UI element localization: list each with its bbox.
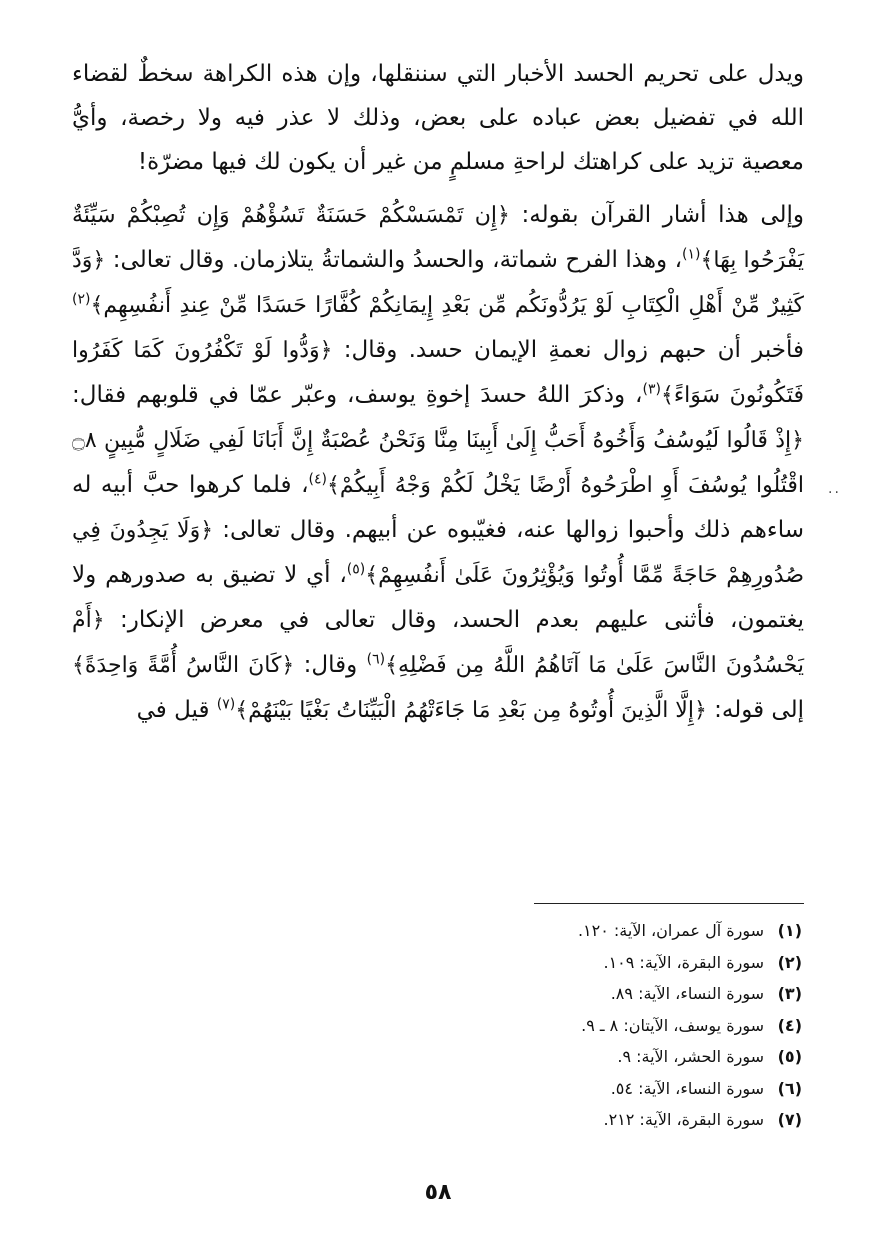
- footnote-ref[interactable]: (٢): [72, 291, 91, 308]
- text-run: قيل في: [136, 697, 217, 723]
- footnote-item: [382, 1041, 802, 1073]
- text-run: إلى قوله:: [706, 697, 804, 723]
- footnote-item: [382, 947, 802, 979]
- text-run: فأخبر أن حبهم زوال نعمةِ الإيمان حسد. وقال:: [332, 337, 804, 363]
- footnote-ref[interactable]: (٧): [216, 696, 236, 713]
- text-run: ، وهذا الفرح شماتة، والحسدُ والشماتةُ يتلازمان. وقال تعالى:: [105, 247, 683, 273]
- footnote-ref[interactable]: (٦): [366, 651, 386, 668]
- margin-mark: ..: [828, 481, 841, 497]
- footnote-item: [382, 1073, 802, 1105]
- footnote-item: [382, 1010, 802, 1042]
- footnote-number: (٥): [777, 1047, 802, 1066]
- footnote-ref[interactable]: (٤): [308, 471, 327, 488]
- footnote-ref[interactable]: (٥): [346, 561, 366, 578]
- text-run: ، أي لا تضيق به صدورهم ولا يغتمون، فأثنى عليهم بعدم الحسد، وقال تعالى في معرض الإنكار:: [72, 562, 804, 633]
- footnote-ref[interactable]: (١): [682, 246, 701, 263]
- text-run: وقال:: [294, 652, 367, 678]
- paragraph-1: ويدل على تحريم الحسد الأخبار التي سننقلها، وإن هذه الكراهة سخطٌ لقضاء الله في تفضيل بعض عباده على بعض، وذلك لا عذر فيه ولا رخصة، وأيُّ معصية تزيد على كراهتك لراحةِ مسلمٍ من غير أن يكون لك فيها مضرّة!: [72, 61, 804, 175]
- footnote-text: سورة النساء، الآية: ٨٩.: [610, 984, 764, 1003]
- footnote-number: (٦): [777, 1078, 802, 1098]
- footnote-item: [382, 915, 802, 947]
- footnote-number: (٣): [777, 984, 802, 1003]
- footnote-item: [382, 978, 802, 1010]
- quran-verse: ﴿إِذْ قَالُوا لَيُوسُفُ وَأَخُوهُ أَحَبُّ إِلَىٰ أَبِينَا مِنَّا وَنَحْنُ عُصْبَةٌ إِنَّ أَبَانَا لَفِي ضَلَالٍ مُّبِينٍ ۝٨ اقْتُلُوا يُوسُفَ أَوِ اطْرَحُوهُ أَرْضًا يَخْلُ لَكُمْ وَجْهُ أَبِيكُمْ﴾: [72, 428, 804, 498]
- footnote-number: (٧): [777, 1110, 802, 1129]
- quran-verse: ﴿إِلَّا الَّذِينَ أُوتُوهُ مِن بَعْدِ مَا جَاءَتْهُمُ الْبَيِّنَاتُ بَغْيًا بَيْنَهُمْ﴾: [235, 698, 707, 723]
- text-run: ، وذكرَ اللهُ حسدَ إخوةِ يوسف، وعبّر عمّا في قلوبهم فقال:: [72, 382, 643, 408]
- footnote-text: سورة آل عمران، الآية: ١٢٠.: [577, 921, 764, 940]
- footnote-divider: [534, 903, 804, 904]
- footnote-text: سورة البقرة، الآية: ٢١٢.: [603, 1110, 764, 1129]
- main-text: [72, 52, 804, 733]
- quran-verse: ﴿وَلَا يَجِدُونَ فِي صُدُورِهِمْ حَاجَةً مِّمَّا أُوتُوا وَيُؤْثِرُونَ عَلَىٰ أَنفُسِهِمْ﴾: [72, 518, 804, 588]
- quran-verse: ﴿كَانَ النَّاسُ أُمَّةً وَاحِدَةً﴾: [72, 653, 295, 678]
- page-number: ٥٨: [424, 1180, 452, 1205]
- quran-verse: ﴿وَدُّوا لَوْ تَكْفُرُونَ كَمَا كَفَرُوا فَتَكُونُونَ سَوَاءً﴾: [72, 338, 804, 408]
- footnote-item: [382, 1104, 802, 1136]
- quran-verse: ﴿إِن تَمْسَسْكُمْ حَسَنَةٌ تَسُؤْهُمْ وَإِن تُصِبْكُمْ سَيِّئَةٌ يَفْرَحُوا بِهَا﴾: [72, 203, 804, 273]
- footnote-number: (٤): [777, 1015, 802, 1035]
- footnote-text: سورة يوسف، الآيتان: ٨ ـ ٩.: [581, 1015, 764, 1035]
- quran-verse: ﴿وَدَّ كَثِيرٌ مِّنْ أَهْلِ الْكِتَابِ لَوْ يَرُدُّونَكُم مِّن بَعْدِ إِيمَانِكُمْ كُفَّارًا حَسَدًا مِّنْ عِندِ أَنفُسِهِم﴾: [72, 248, 804, 318]
- footnote-number: (١): [777, 921, 802, 940]
- text-run: ، فلما كرهوا حبَّ أبيه له ساءهم ذلك وأحبوا زوالها عنه، فغيّبوه عن أبيهم. وقال تعالى:: [72, 472, 804, 543]
- footnote-text: سورة البقرة، الآية: ١٠٩.: [603, 952, 764, 972]
- text-run: وإلى هذا أشار القرآن بقوله:: [509, 202, 804, 228]
- paragraph-2: [72, 193, 804, 733]
- footnote-ref[interactable]: (٣): [642, 381, 661, 398]
- quran-verse: ﴿أَمْ يَحْسُدُونَ النَّاسَ عَلَىٰ مَا آتَاهُمُ اللَّهُ مِن فَضْلِهِ﴾: [72, 608, 804, 678]
- footnotes-list: [382, 915, 802, 1136]
- footnote-number: (٢): [777, 952, 802, 972]
- footnote-text: سورة النساء، الآية: ٥٤.: [610, 1078, 764, 1098]
- footnote-text: سورة الحشر، الآية: ٩.: [617, 1047, 764, 1066]
